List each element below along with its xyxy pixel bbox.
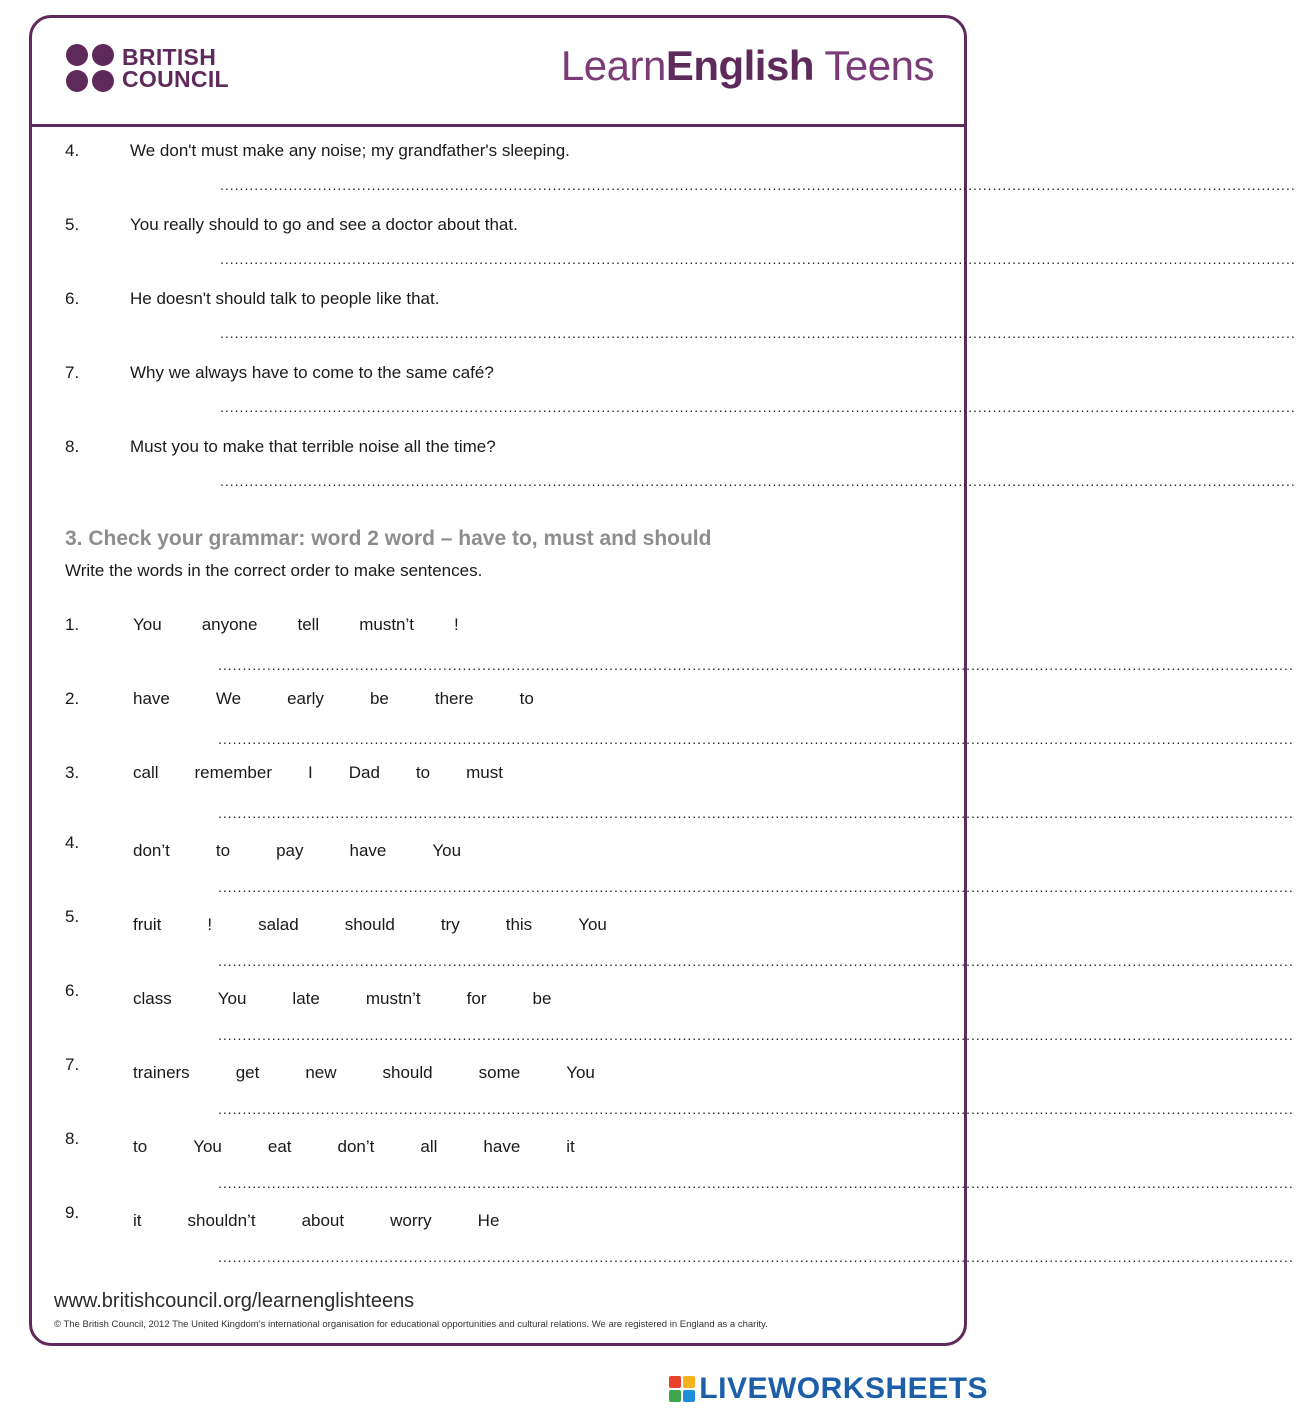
scrambled-word: to: [133, 1137, 148, 1156]
item-sentence: You really should to go and see a doctor about that.: [130, 215, 518, 234]
scrambled-word: You: [432, 841, 462, 860]
answer-line[interactable]: ............................................................................................................................................................................................................................: [218, 1101, 1294, 1117]
scrambled-word: get: [235, 1063, 260, 1082]
correction-item: [0, 437, 1296, 507]
correction-item: [0, 141, 1296, 211]
item-sentence: Why we always have to come to the same café?: [130, 363, 494, 382]
item-number: 7.: [65, 1055, 80, 1074]
item-number: 6.: [65, 289, 80, 308]
scrambled-words: [133, 615, 459, 635]
scrambled-words: [133, 763, 503, 783]
scrambled-word: You: [193, 1137, 222, 1156]
liveworksheets-logo: [669, 1372, 988, 1406]
scrambled-word: trainers: [133, 1063, 190, 1082]
item-number: 7.: [65, 363, 80, 382]
le-suffix: Teens: [814, 42, 934, 89]
scrambled-word: !: [207, 915, 213, 934]
correction-item: [0, 363, 1296, 433]
item-number: 9.: [65, 1203, 80, 1222]
section-instruction: Write the words in the correct order to make sentences.: [65, 561, 483, 580]
answer-line[interactable]: ............................................................................................................................................................................................................................: [220, 251, 1296, 267]
scrambled-words: [133, 915, 607, 935]
scrambled-word: class: [133, 989, 172, 1008]
section-title: 3. Check your grammar: word 2 word – have to, must and should: [65, 527, 712, 550]
british-council-logo: [66, 44, 229, 92]
bc-logo-line1: BRITISH: [122, 44, 217, 70]
word-order-item: [0, 1203, 1294, 1277]
scrambled-word: be: [369, 689, 389, 708]
answer-line[interactable]: ............................................................................................................................................................................................................................: [218, 1249, 1294, 1265]
scrambled-word: this: [505, 915, 533, 934]
le-prefix: Learn: [560, 42, 666, 89]
scrambled-word: remember: [194, 763, 272, 782]
scrambled-word: anyone: [201, 615, 258, 634]
scrambled-word: Dad: [348, 763, 380, 782]
answer-line[interactable]: ............................................................................................................................................................................................................................: [220, 399, 1296, 415]
answer-line[interactable]: ............................................................................................................................................................................................................................: [220, 473, 1296, 489]
word-order-item: [0, 615, 1294, 685]
answer-line[interactable]: ............................................................................................................................................................................................................................: [218, 805, 1294, 821]
answer-line[interactable]: ............................................................................................................................................................................................................................: [218, 1175, 1294, 1191]
scrambled-word: all: [420, 1137, 438, 1156]
word-order-item: [0, 1129, 1294, 1203]
scrambled-word: call: [133, 763, 159, 782]
le-bold: English: [665, 42, 814, 89]
liveworksheets-icon: [669, 1376, 695, 1402]
scrambled-word: don’t: [133, 841, 170, 860]
word-order-item: [0, 833, 1294, 907]
bc-logo-line2: COUNCIL: [122, 66, 229, 92]
answer-line[interactable]: ............................................................................................................................................................................................................................: [218, 657, 1294, 673]
learnenglish-teens-logo: [561, 42, 934, 90]
item-number: 4.: [65, 141, 80, 160]
scrambled-word: have: [483, 1137, 521, 1156]
scrambled-word: new: [305, 1063, 337, 1082]
scrambled-words: [133, 841, 461, 861]
scrambled-word: You: [133, 615, 162, 634]
scrambled-word: it: [133, 1211, 142, 1230]
scrambled-words: [133, 989, 551, 1009]
item-number: 5.: [65, 215, 80, 234]
word-order-item: [0, 907, 1294, 981]
item-number: 2.: [65, 689, 80, 708]
scrambled-word: should: [382, 1063, 433, 1082]
scrambled-word: You: [217, 989, 247, 1008]
scrambled-word: !: [454, 615, 459, 634]
scrambled-word: there: [434, 689, 474, 708]
scrambled-word: about: [301, 1211, 345, 1230]
word-order-item: [0, 981, 1294, 1055]
header-divider: [29, 124, 967, 127]
scrambled-word: try: [440, 915, 460, 934]
liveworksheets-text: LIVEWORKSHEETS: [699, 1372, 988, 1405]
item-number: 5.: [65, 907, 80, 926]
answer-line[interactable]: ............................................................................................................................................................................................................................: [220, 325, 1296, 341]
scrambled-word: tell: [297, 615, 320, 634]
item-sentence: Must you to make that terrible noise all the time?: [130, 437, 496, 456]
scrambled-word: We: [215, 689, 242, 708]
scrambled-word: must: [466, 763, 503, 782]
scrambled-word: salad: [258, 915, 299, 934]
scrambled-word: mustn’t: [365, 989, 421, 1008]
scrambled-word: should: [344, 915, 395, 934]
scrambled-word: You: [566, 1063, 595, 1082]
footer-url[interactable]: www.britishcouncil.org/learnenglishteens: [54, 1290, 415, 1312]
word-order-item: [0, 1055, 1294, 1129]
scrambled-word: early: [287, 689, 324, 708]
scrambled-words: [133, 1211, 499, 1231]
scrambled-word: worry: [390, 1211, 432, 1230]
item-number: 3.: [65, 763, 80, 782]
scrambled-word: it: [566, 1137, 575, 1156]
british-council-dots-icon: [66, 44, 114, 92]
answer-line[interactable]: ............................................................................................................................................................................................................................: [218, 1027, 1294, 1043]
scrambled-word: mustn’t: [359, 615, 414, 634]
footer-copyright: © The British Council, 2012 The United Kingdom’s international organisation for educational opportunities and cultural relations. We are registered in England as a charity.: [54, 1319, 768, 1330]
item-number: 6.: [65, 981, 80, 1000]
answer-line[interactable]: ............................................................................................................................................................................................................................: [218, 953, 1294, 969]
word-order-item: [0, 689, 1294, 759]
scrambled-word: He: [477, 1211, 500, 1230]
scrambled-word: have: [349, 841, 387, 860]
item-number: 1.: [65, 615, 80, 634]
scrambled-words: [133, 689, 534, 709]
answer-line[interactable]: ............................................................................................................................................................................................................................: [218, 879, 1294, 895]
correction-item: [0, 289, 1296, 359]
scrambled-word: have: [133, 689, 170, 708]
scrambled-word: to: [215, 841, 231, 860]
scrambled-word: don’t: [337, 1137, 375, 1156]
scrambled-word: You: [578, 915, 607, 934]
scrambled-word: pay: [276, 841, 304, 860]
item-number: 4.: [65, 833, 80, 852]
scrambled-word: to: [519, 689, 534, 708]
correction-item: [0, 215, 1296, 285]
scrambled-word: fruit: [133, 915, 162, 934]
scrambled-word: for: [466, 989, 487, 1008]
scrambled-word: some: [478, 1063, 521, 1082]
item-sentence: We don't must make any noise; my grandfather's sleeping.: [130, 141, 570, 160]
scrambled-word: eat: [267, 1137, 292, 1156]
scrambled-word: I: [307, 763, 313, 782]
scrambled-words: [133, 1137, 575, 1157]
scrambled-word: shouldn’t: [187, 1211, 256, 1230]
scrambled-word: be: [532, 989, 552, 1008]
scrambled-word: late: [292, 989, 320, 1008]
item-number: 8.: [65, 437, 80, 456]
scrambled-words: [133, 1063, 595, 1083]
item-sentence: He doesn't should talk to people like that.: [130, 289, 440, 308]
word-order-item: [0, 763, 1294, 833]
scrambled-word: to: [415, 763, 431, 782]
item-number: 8.: [65, 1129, 80, 1148]
answer-line[interactable]: ............................................................................................................................................................................................................................: [220, 177, 1296, 193]
answer-line[interactable]: ............................................................................................................................................................................................................................: [218, 731, 1294, 747]
